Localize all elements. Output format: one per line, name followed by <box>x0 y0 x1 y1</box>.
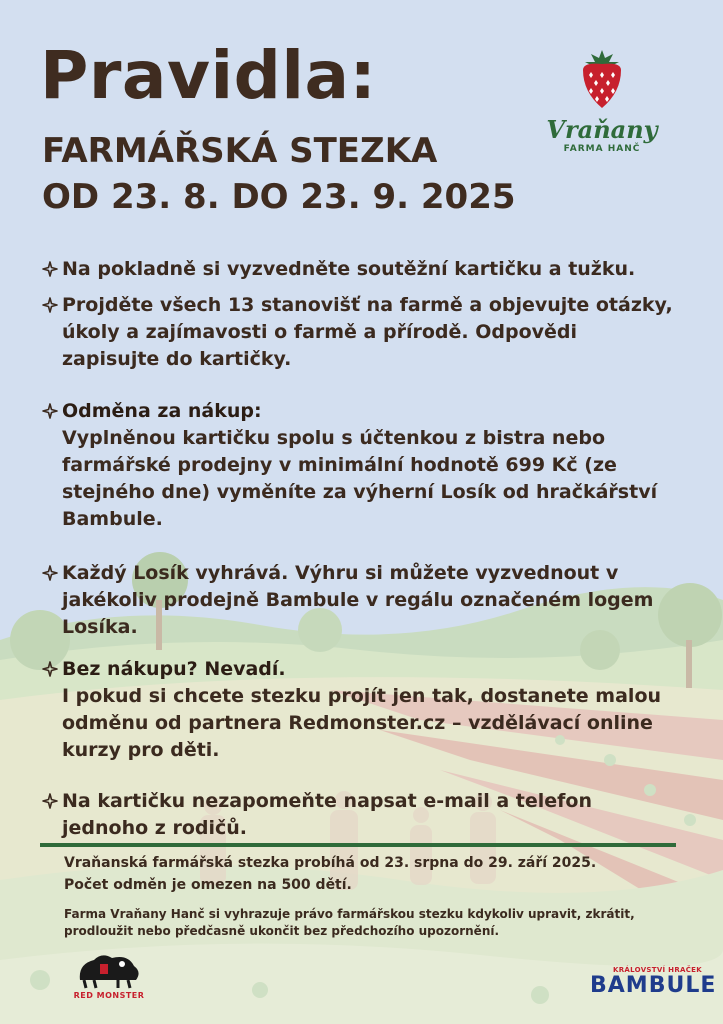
rule-heading: Bez nákupu? Nevadí. <box>62 658 286 680</box>
footer-note-dates: Vraňanská farmářská stezka probíhá od 23. srpna do 29. září 2025. <box>64 855 597 871</box>
rule-item <box>40 398 680 533</box>
strawberry-icon <box>577 46 627 110</box>
brand-tagline: FARMA HANČ <box>563 144 641 154</box>
rule-item <box>40 560 680 641</box>
rule-heading: Odměna za nákup: <box>62 400 262 422</box>
event-subtitle <box>42 128 516 220</box>
divider <box>40 843 676 847</box>
event-name: FARMÁŘSKÁ STEZKA <box>42 131 438 171</box>
vranany-logo <box>544 46 660 154</box>
page-title: Pravidla: <box>40 37 377 114</box>
sparkle-bullet-icon <box>42 261 58 277</box>
footer-note <box>64 852 684 896</box>
bambule-wordmark: BAMBULE <box>590 973 717 998</box>
sparkle-bullet-icon <box>42 565 58 581</box>
sparkle-bullet-icon <box>42 297 58 313</box>
redmonster-wordmark: RED MONSTER <box>73 991 145 1000</box>
brand-name: Vraňany <box>546 115 658 144</box>
rule-item <box>40 292 680 373</box>
sparkle-bullet-icon <box>42 793 58 809</box>
sparkle-bullet-icon <box>42 403 58 419</box>
bambule-logo <box>590 966 717 998</box>
redmonster-logo <box>72 950 146 1000</box>
rule-item <box>40 256 680 283</box>
rule-text: Projděte všech 13 stanovišť na farmě a objevujte otázky, úkoly a zajímavosti o farmě a přírodě. Odpovědi zapisujte do kartičky. <box>62 294 673 370</box>
rule-text: I pokud si chcete stezku projít jen tak, dostanete malou odměnu od partnera Redmonster.cz – vzdělávací online kurzy pro děti. <box>62 685 662 761</box>
bambule-tagline: KRÁLOVSTVÍ HRAČEK <box>612 966 702 974</box>
rule-item <box>40 788 680 842</box>
footer-disclaimer: Farma Vraňany Hanč si vyhrazuje právo farmářskou stezku kdykoliv upravit, zkrátit, prodloužit nebo předčasně ukončit bez předchozího upozornění. <box>64 907 635 938</box>
footer-note-limit: Počet odměn je omezen na 500 dětí. <box>64 877 352 893</box>
monster-icon <box>72 950 146 990</box>
rule-text: Každý Losík vyhrává. Výhru si můžete vyzvednout v jakékoliv prodejně Bambule v regálu označeném logem Losíka. <box>62 562 654 638</box>
rule-text: Vyplněnou kartičku spolu s účtenkou z bistra nebo farmářské prodejny v minimální hodnotě 699 Kč (ze stejného dne) vyměníte za výherní Losík od hračkářství Bambule. <box>62 427 658 530</box>
rule-text: Na pokladně si vyzvedněte soutěžní kartičku a tužku. <box>62 258 636 280</box>
rule-item <box>40 656 680 764</box>
event-dates: OD 23. 8. DO 23. 9. 2025 <box>42 177 516 217</box>
sparkle-bullet-icon <box>42 661 58 677</box>
rule-text: Na kartičku nezapomeňte napsat e-mail a telefon jednoho z rodičů. <box>62 790 592 839</box>
